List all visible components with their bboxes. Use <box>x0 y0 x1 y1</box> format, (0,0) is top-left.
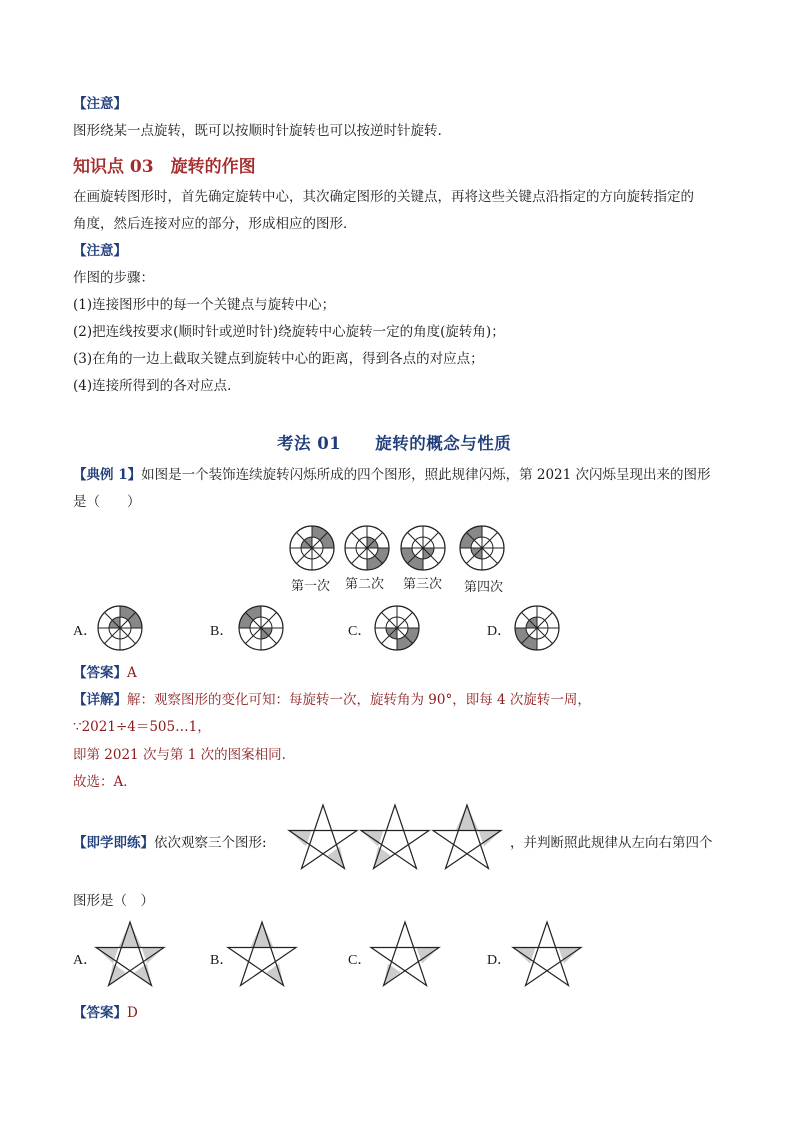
example-question-text: 如图是一个装饰连续旋转闪烁所成的四个图形，照此规律闪烁，第 2021 次闪烁呈现出来的图形 <box>141 467 711 483</box>
detail-line-4: 故选：A． <box>73 774 137 790</box>
star-icon <box>361 805 429 869</box>
option-a-wheel-icon <box>96 604 144 652</box>
practice-line-2: 图形是（ ） <box>73 893 154 909</box>
wheel-caption: 第三次 <box>403 577 443 592</box>
practice-option-a-label: A． <box>73 953 98 968</box>
detail-text: 解：观察图形的变化可知：每旋转一次，旋转角为 90°，即每 4 次旋转一周， <box>127 692 591 708</box>
detail-label: 【详解】 <box>73 692 127 708</box>
wheel-icon <box>460 526 504 570</box>
option-d-wheel-icon <box>513 604 561 652</box>
practice-option-c-star-icon <box>370 922 440 990</box>
option-c-wheel-icon <box>373 604 421 652</box>
answer-value: A <box>127 665 137 681</box>
practice-option-d-star-icon <box>512 922 582 990</box>
option-a-label: A． <box>73 624 98 639</box>
wheel-icon <box>345 526 389 570</box>
practice-text: 依次观察三个图形: <box>154 835 267 851</box>
practice-answer-label: 【答案】 <box>73 1005 127 1021</box>
detail-line-2: ∵2021÷4＝505…1， <box>73 719 211 735</box>
option-c-label: C． <box>348 624 372 639</box>
answer-label: 【答案】 <box>73 665 127 681</box>
example-label: 【典例 1】 <box>73 467 142 483</box>
steps-intro: 作图的步骤： <box>73 270 154 286</box>
example-question-line-1 <box>73 466 711 484</box>
practice-option-c-label: C． <box>348 953 372 968</box>
step-item: (4)连接所得到的各对应点. <box>73 378 232 394</box>
detail-line-1 <box>73 691 591 709</box>
practice-answer-line <box>73 1004 138 1022</box>
wheel-caption: 第四次 <box>464 580 504 595</box>
practice-answer-value: D <box>127 1005 138 1021</box>
example-question-line-2: 是（ ） <box>73 494 141 510</box>
practice-line-1-end: ，并判断照此规律从左向右第四个 <box>510 835 713 851</box>
section-heading: 知识点 03 旋转的作图 <box>73 157 256 177</box>
option-b-label: B． <box>210 624 234 639</box>
detail-line-3: 即第 2021 次与第 1 次的图案相同. <box>73 747 286 763</box>
note-label: 【注意】 <box>73 96 127 112</box>
note-text: 图形绕某一点旋转，既可以按顺时针旋转也可以按逆时针旋转. <box>73 123 442 139</box>
star-icon <box>433 805 501 869</box>
method-title: 考法 01 旋转的概念与性质 <box>277 434 512 453</box>
wheel-caption: 第一次 <box>291 579 331 594</box>
answer-line <box>73 664 137 682</box>
step-item: (3)在角的一边上截取关键点到旋转中心的距离，得到各点的对应点； <box>73 351 484 367</box>
step-item: (1)连接图形中的每一个关键点与旋转中心； <box>73 297 336 313</box>
wheel-sequence-figure <box>285 520 515 580</box>
section-paragraph-line-2: 角度，然后连接对应的部分，形成相应的图形． <box>73 216 357 232</box>
practice-option-b-label: B． <box>210 953 234 968</box>
section-paragraph-line-1: 在画旋转图形时，首先确定旋转中心，其次确定图形的关键点，再将这些关键点沿指定的方向旋转指定的 <box>73 189 694 205</box>
step-item: (2)把连线按要求(顺时针或逆时针)绕旋转中心旋转一定的角度(旋转角)； <box>73 324 505 340</box>
practice-label: 【即学即练】 <box>73 835 154 851</box>
option-b-wheel-icon <box>237 604 285 652</box>
practice-option-b-star-icon <box>227 922 297 990</box>
wheel-caption: 第二次 <box>345 577 385 592</box>
wheel-icon <box>401 526 445 570</box>
star-icon <box>289 805 357 869</box>
practice-option-d-label: D． <box>487 953 512 968</box>
practice-option-a-star-icon <box>95 922 165 990</box>
option-d-label: D． <box>487 624 512 639</box>
practice-line-1-start <box>73 834 267 852</box>
note-label: 【注意】 <box>73 243 127 259</box>
wheel-icon <box>290 526 334 570</box>
practice-star-sequence <box>287 805 507 875</box>
